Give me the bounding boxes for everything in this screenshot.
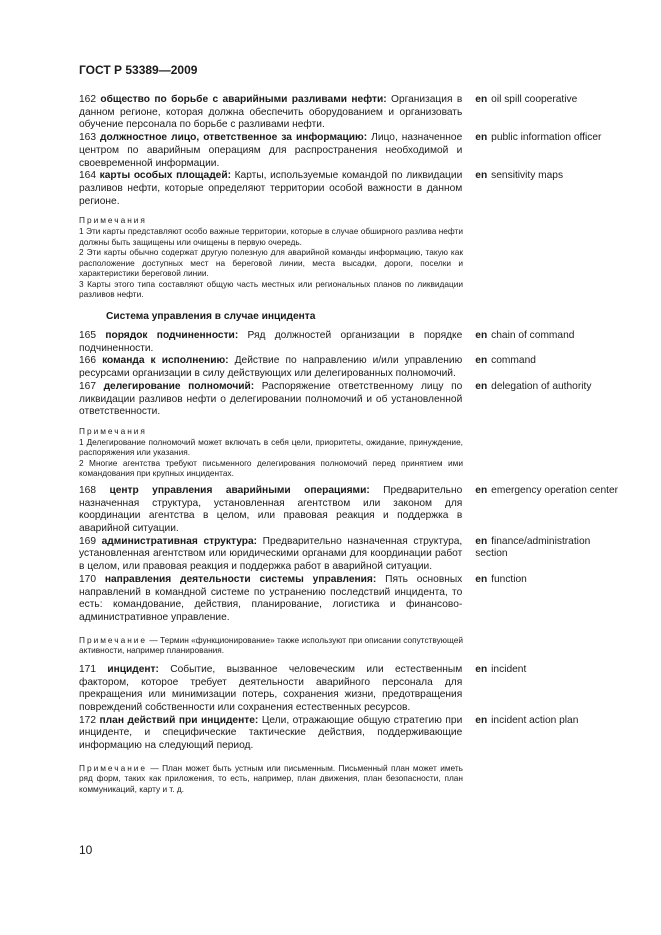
term: общество по борьбе с аварийными разливами нефти: xyxy=(100,94,387,105)
definition: 165 порядок подчиненности: Ряд должностей организации в порядке подчиненности. xyxy=(79,330,463,354)
note-172: Примечание — План может быть устным или письменным. Письменный план может иметь ряд форм, таких как приложения, то есть, например, план движения, план безопасности, план коммуникаций, карту и т. д. xyxy=(79,762,463,794)
term: центр управления аварийными операциями: xyxy=(109,484,370,496)
entry-172 xyxy=(79,715,625,753)
term: административная структура: xyxy=(101,535,258,547)
note-item: 3 Карты этого типа составляют общую часть местных или региональных планов по ликвидации разливов нефти. xyxy=(79,278,463,300)
entry-169 xyxy=(79,536,625,574)
en-equivalent: en finance/administration section xyxy=(475,535,591,560)
notes-title: Примечания xyxy=(79,426,147,436)
definition: 168 центр управления аварийными операциями: Предварительно назначенная структура, установленная агентством или законом для координации агентства в целом, или правовая реакция и поддержка в аварийной ситуации. xyxy=(79,484,463,535)
term: инцидент: xyxy=(107,663,159,675)
page-number: 10 xyxy=(79,843,93,857)
term: команда к исполнению: xyxy=(102,355,229,367)
entry-167 xyxy=(79,381,625,419)
entry-170 xyxy=(79,574,625,625)
note-item: 2 Эти карты обычно содержат другую полезную для аварийной команды информацию, такую как расположение доступных мест на береговой линии, места высадки, дороги, поселки и характеристики береговой линии. xyxy=(79,247,463,279)
note-item: 1 Эти карты представляют особо важные территории, которые в случае обширного разлива нефти должны быть защищены или очищены в первую очередь. xyxy=(79,225,463,247)
term: направления деятельности системы управления: xyxy=(104,573,377,585)
en-equivalent: en incident xyxy=(475,663,527,675)
definition: 167 делегирование полномочий: Распоряжение ответственному лицу по ликвидации разливов нефти о делегировании полномочий и об установленной ответственности. xyxy=(79,380,463,418)
en-equivalent: en delegation of authority xyxy=(475,380,592,392)
term: карты особых площадей: xyxy=(99,170,231,182)
notes-167 xyxy=(79,426,463,479)
en-equivalent: en chain of command xyxy=(475,330,575,342)
definition: 171 инцидент: Событие, вызванное человеческим или естественным фактором, которое требует деятельности аварийного персонала для прекращения или минимизации потерь, сохранения жизни, предотвращения повреждений собственности или сохранения естественных ресурсов. xyxy=(79,663,463,713)
definition: 162 общество по борьбе с аварийными разливами нефти: Организация в данном регионе, которая должна обеспечить оборудованием и организовать обучение персонала по борьбе с разливами нефти. xyxy=(79,94,463,131)
entry-163 xyxy=(79,132,625,170)
document-header: ГОСТ Р 53389—2009 xyxy=(79,63,198,77)
entry-162 xyxy=(79,94,625,132)
en-equivalent: en emergency operation center xyxy=(475,484,619,496)
entry-165 xyxy=(79,330,625,355)
en-equivalent: en command xyxy=(475,355,536,367)
en-equivalent: en incident action plan xyxy=(475,714,579,726)
definition: 166 команда к исполнению: Действие по направлению и/или управлению ресурсами организации в силу действующих или делегированных полномочий. xyxy=(79,355,463,380)
term: делегирование полномочий: xyxy=(103,380,255,392)
notes-title: Примечания xyxy=(79,215,147,226)
notes-164 xyxy=(79,215,463,300)
note-item: 1 Делегирование полномочий может включать в себя цели, приоритеты, ожидание, принуждение, распоряжения или указания. xyxy=(79,436,463,458)
definition: 172 план действий при инциденте: Цели, отражающие общую стратегию при инциденте, и специфические тактические действия, поддерживающие информацию на следующий период. xyxy=(79,714,463,752)
en-equivalent: en oil spill cooperative xyxy=(475,94,578,105)
definition: 163 должностное лицо, ответственное за информацию: Лицо, назначенное центром по аварийным операциям для распространения необходимой и своевременной информации. xyxy=(79,132,463,169)
en-equivalent: en sensitivity maps xyxy=(475,170,564,182)
entry-164 xyxy=(79,170,625,208)
definition: 170 направления деятельности системы управления: Пять основных направлений в командной системе по устранению последствий инцидента, то есть: командование, действия, планирование, логистика и финансово-административное управление. xyxy=(79,573,463,623)
en-equivalent: en public information officer xyxy=(475,132,602,144)
en-equivalent: en function xyxy=(475,573,527,585)
term: план действий при инциденте: xyxy=(99,714,259,726)
term: должностное лицо, ответственное за информацию: xyxy=(100,132,368,144)
note-item: 2 Многие агентства требуют письменного делегирования полномочий перед принятием ими командования при крупных инцидентах. xyxy=(79,457,463,479)
entry-166 xyxy=(79,355,625,380)
section-title: Система управления в случае инцидента xyxy=(106,311,316,323)
content xyxy=(79,94,625,803)
entry-171 xyxy=(79,664,625,715)
definition: 164 карты особых площадей: Карты, используемые командой по ликвидации разливов нефти, которые определяют территории особой важности в данном регионе. xyxy=(79,170,463,207)
entry-168 xyxy=(79,485,625,536)
term: порядок подчиненности: xyxy=(105,330,239,342)
definition: 169 административная структура: Предварительно назначенная структура, установленная агентством или юридическими органами для координации работ в целом, или правовая реакция и поддержка работ в аварийной ситуации. xyxy=(79,535,463,573)
note-170: Примечание — Термин «функционирование» также используют при описании сопутствующей активности, например планирования. xyxy=(79,634,463,656)
